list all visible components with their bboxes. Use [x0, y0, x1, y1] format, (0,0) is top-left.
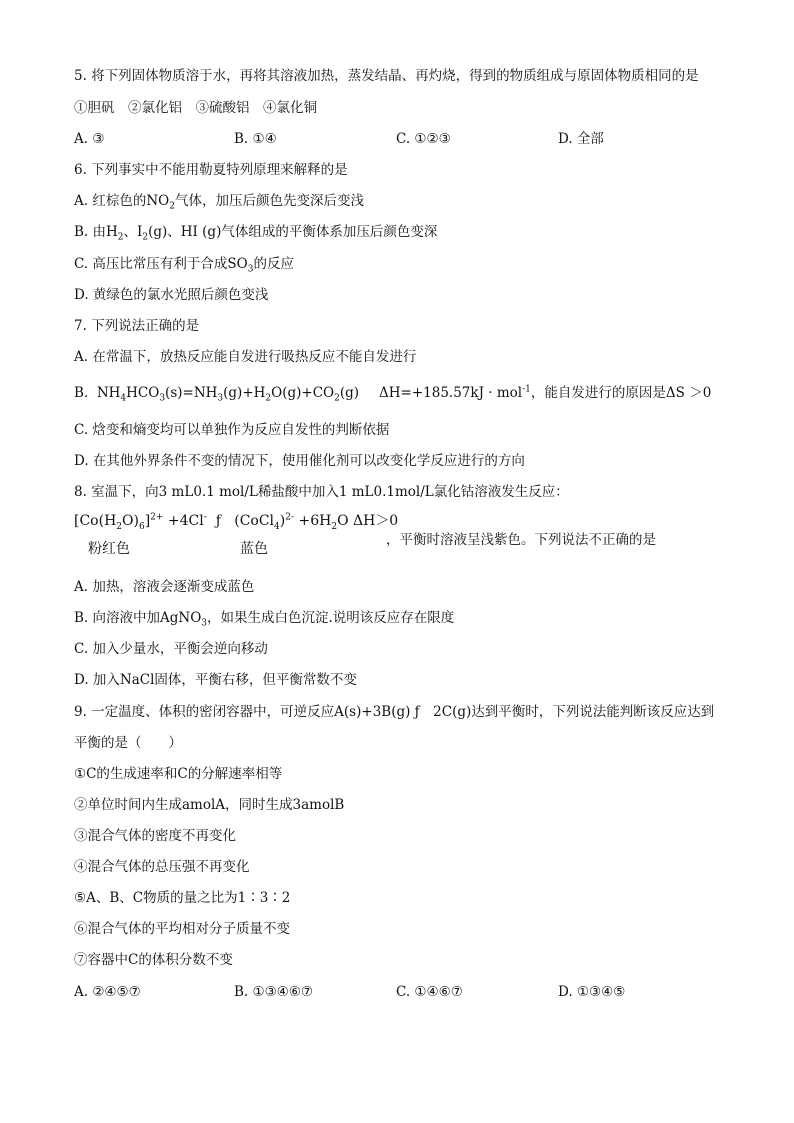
q5-option-d[interactable]: D. 全部 — [558, 131, 604, 147]
q8-option-b[interactable]: B. 向溶液中加AgNO$_3$，如果生成白色沉淀.说明该反应存在限度 — [74, 610, 455, 629]
q7-option-a[interactable]: A. 在常温下，放热反应能自发进行吸热反应不能自发进行 — [74, 349, 417, 365]
q7-option-c[interactable]: C. 焓变和熵变均可以单独作为反应自发性的判断依据 — [74, 422, 390, 438]
q6-stem: 6. 下列事实中不能用勒夏特列原理来解释的是 — [74, 162, 348, 178]
q9-item-1: ①C的生成速率和C的分解速率相等 — [74, 766, 283, 782]
q9-item-3: ③混合气体的密度不再变化 — [74, 828, 236, 844]
q9-option-b[interactable]: B. ①③④⑥⑦ — [234, 984, 314, 1000]
q6-option-d[interactable]: D. 黄绿色的氯水光照后颜色变浅 — [74, 287, 269, 303]
q9-option-c[interactable]: C. ①④⑥⑦ — [396, 984, 463, 1000]
q9-option-a[interactable]: A. ②④⑤⑦ — [74, 984, 141, 1000]
q5-items: ①胆矾 ②氯化铝 ③硫酸铝 ④氯化铜 — [74, 100, 317, 116]
q6-option-b[interactable]: B. 由$H_2$、$I_2(g)$、HI (g)气体组成的平衡体系加压后颜色变深 — [74, 224, 438, 243]
q5-option-a[interactable]: A. ③ — [74, 131, 105, 147]
q9-item-6: ⑥混合气体的平均相对分子质量不变 — [74, 921, 290, 937]
q7-option-d[interactable]: D. 在其他外界条件不变的情况下，使用催化剂可以改变化学反应进行的方向 — [74, 453, 525, 469]
q7-option-b[interactable]: B. $NH_4HCO_3(s)=NH_3(g)+H_2O(g)+CO_2(g) \Delta H=+185.57kJ \cdot mol^{-1}$，能自发进行的原因是ΔS ＞0 — [74, 384, 712, 404]
q8-option-c[interactable]: C. 加入少量水，平衡会逆向移动 — [74, 641, 268, 657]
q8-option-a[interactable]: A. 加热，溶液会逐渐变成蓝色 — [74, 579, 255, 595]
q8-equation-formula: $[Co(H_2O)_6]^{2+} +4Cl^-$ ƒ (CoCl$_4$)$^{2-}$ $+6H_2O$ ΔH＞0 — [74, 512, 399, 532]
q5-stem: 5. 将下列固体物质溶于水，再将其溶液加热，蒸发结晶、再灼烧，得到的物质组成与原固体物质相同的是 — [74, 68, 699, 84]
q8-label-pink: 粉红色 — [88, 541, 130, 557]
q9-option-d[interactable]: D. ①③④⑤ — [558, 984, 626, 1000]
q8-stem: 8. 室温下，向3 mL0.1 mol/L稀盐酸中加入1 mL0.1mol/L氯化钴溶液发生反应： — [74, 484, 569, 500]
q8-label-blue: 蓝色 — [240, 541, 268, 557]
equilibrium-arrow-icon: ƒ — [215, 513, 221, 529]
q9-item-4: ④混合气体的总压强不再变化 — [74, 859, 250, 875]
q7-stem: 7. 下列说法正确的是 — [74, 318, 200, 334]
q9-stem-line1: 9. 一定温度、体积的密闭容器中，可逆反应A(s)+3B(g) ƒ 2C(g)达到平衡时，下列说法能判断该反应达到 — [74, 704, 715, 720]
q8-equation — [74, 510, 774, 562]
q9-item-7: ⑦容器中C的体积分数不变 — [74, 952, 233, 968]
q8-stem-tail: ，平衡时溶液呈浅紫色。下列说法不正确的是 — [386, 532, 656, 548]
q6-option-c[interactable]: C. 高压比常压有利于合成$SO_3$的反应 — [74, 256, 294, 275]
q5-option-b[interactable]: B. ①④ — [234, 131, 277, 147]
q9-item-2: ②单位时间内生成amolA，同时生成3amolB — [74, 797, 345, 813]
q9-stem-line2: 平衡的是（ ） — [74, 735, 182, 751]
q8-option-d[interactable]: D. 加入NaCl固体，平衡右移，但平衡常数不变 — [74, 672, 357, 688]
q5-option-c[interactable]: C. ①②③ — [396, 131, 451, 147]
q9-item-5: ⑤A、B、C物质的量之比为1∶3∶2 — [74, 890, 291, 906]
q6-option-a[interactable]: A. 红棕色的$NO_2$气体，加压后颜色先变深后变浅 — [74, 193, 364, 212]
